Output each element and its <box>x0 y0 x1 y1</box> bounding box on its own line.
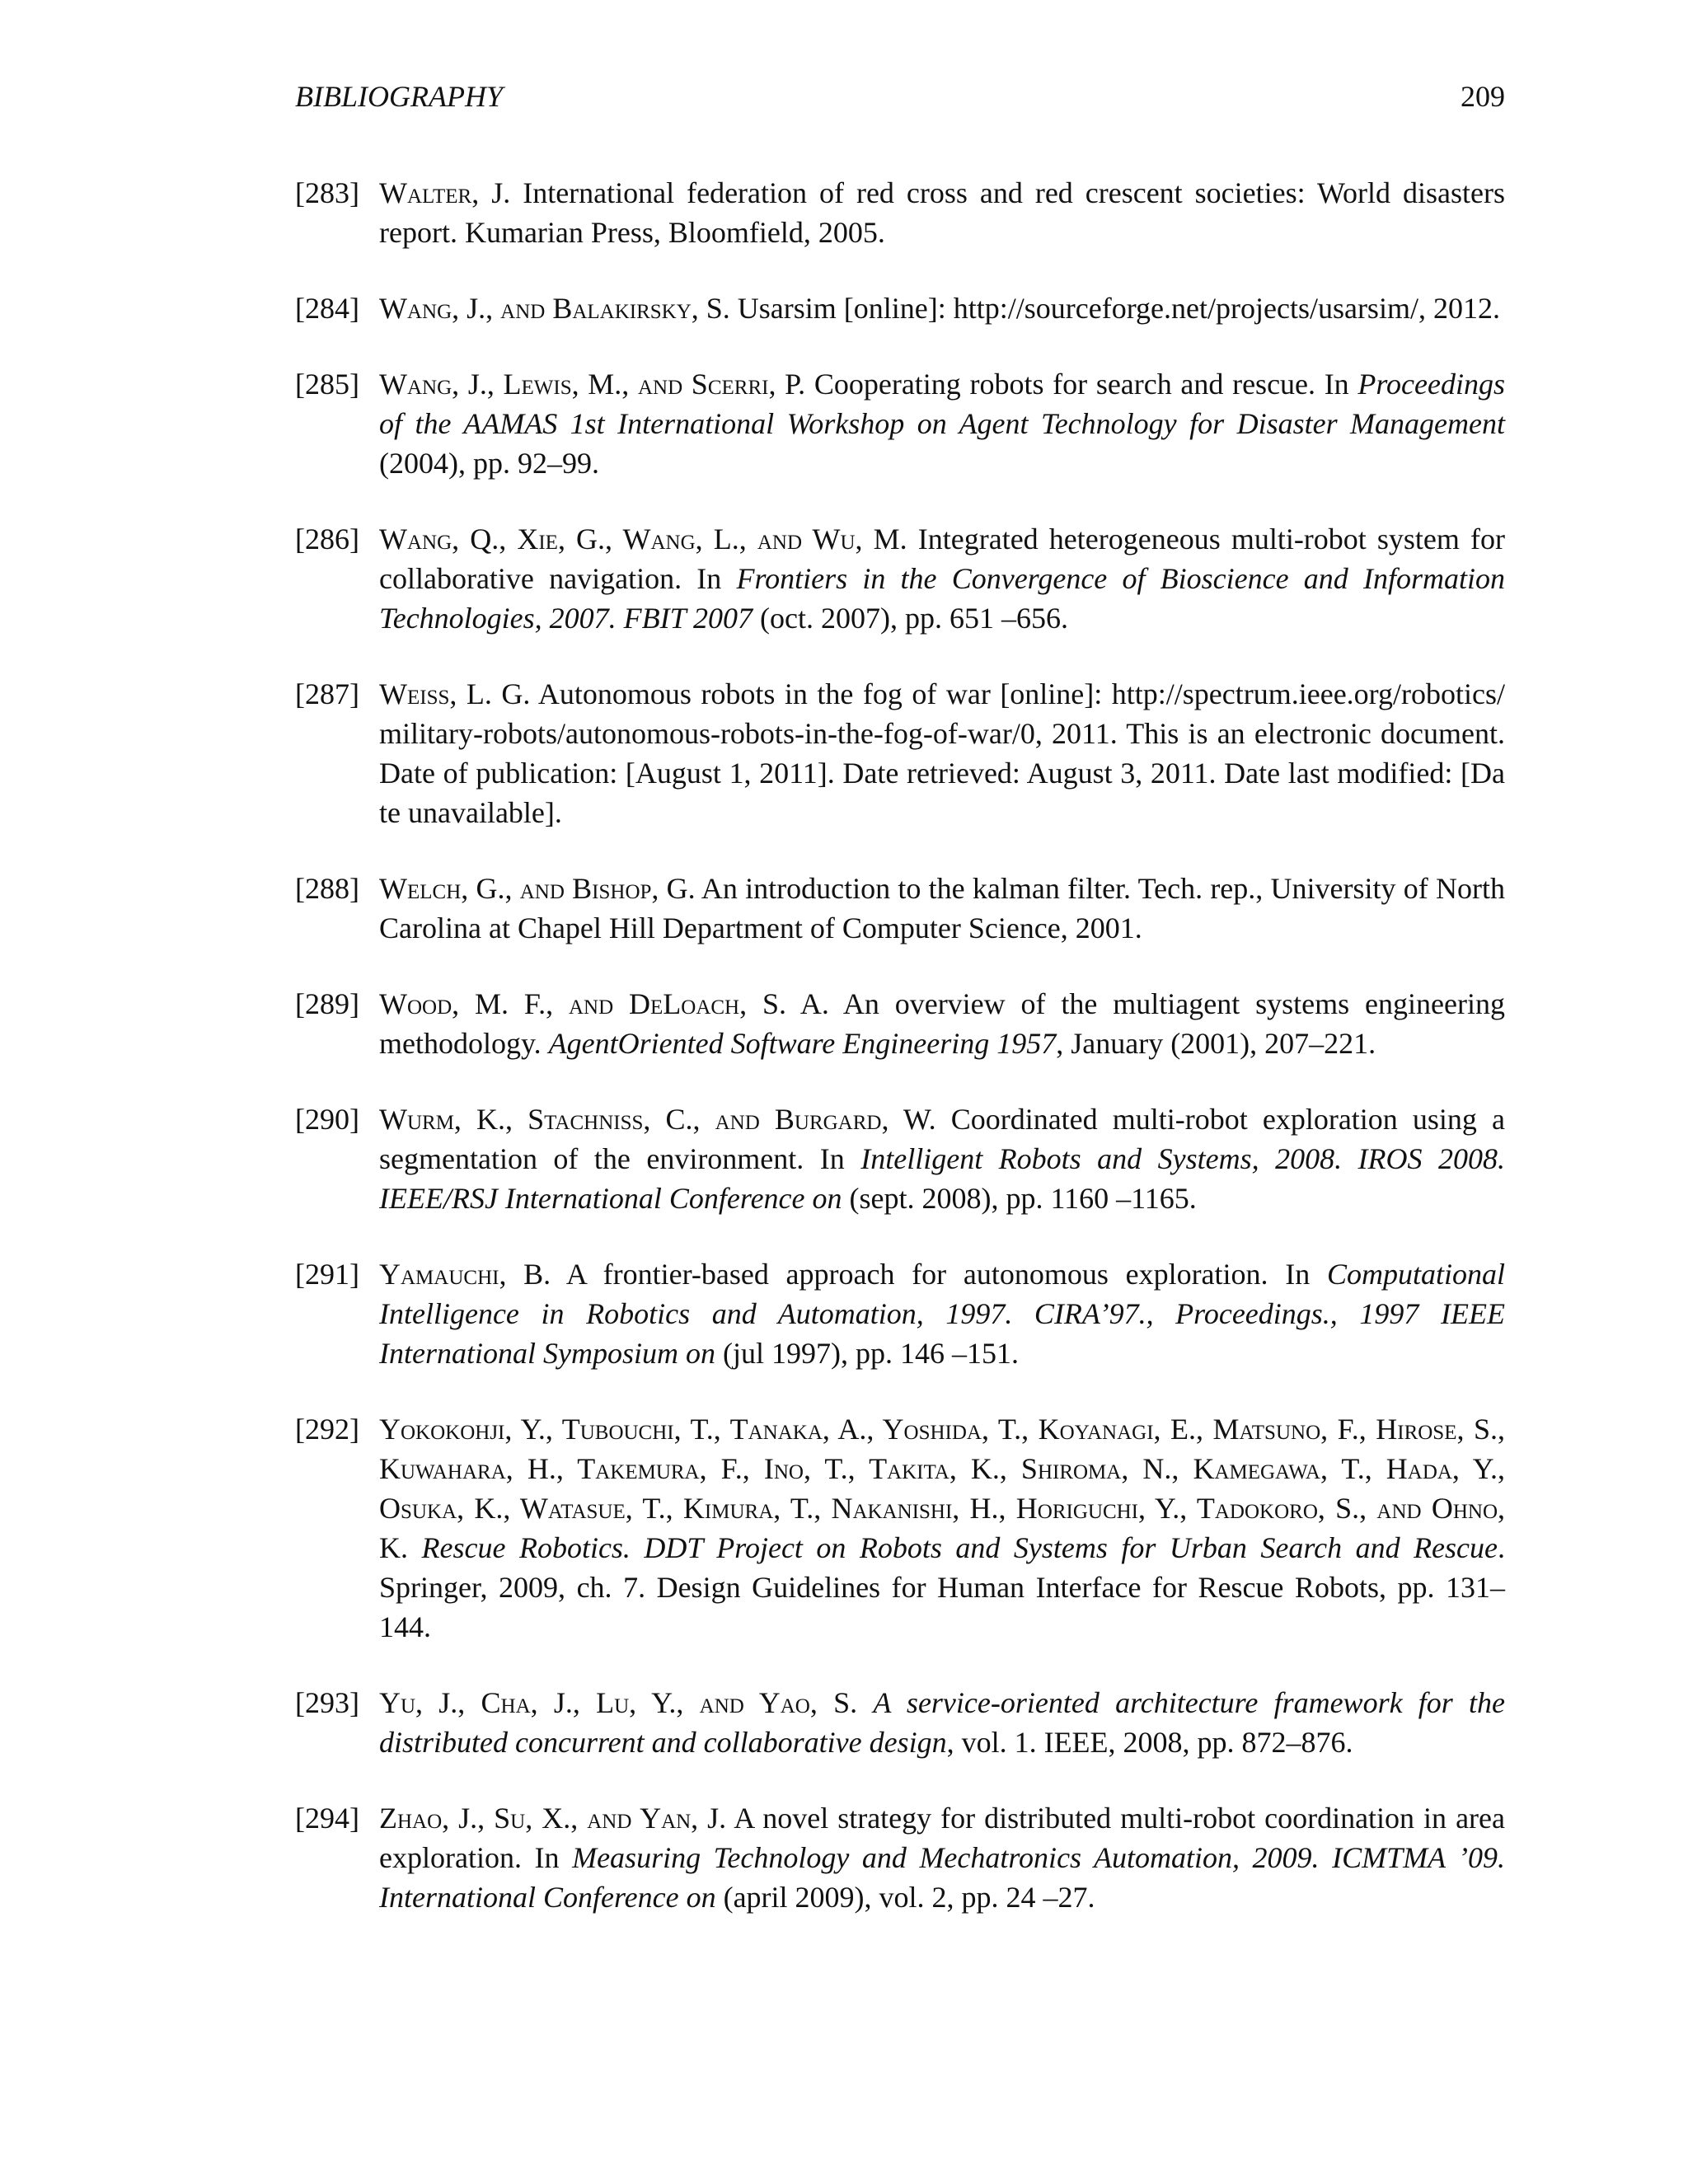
entry-body <box>379 519 1505 638</box>
entry-title: A novel strategy for distributed multi-robot coordination in area exploration. In <box>379 1802 1505 1874</box>
entry-venue: Intelligent Robots and Systems, 2008. IROS 2008. IEEE/RSJ International Conference on <box>379 1142 1505 1215</box>
bibliography-list <box>295 173 1505 1953</box>
entry-text: International federation of red cross and red crescent societies: World disasters report. Kumarian Press, Bloomfield, 2005. <box>379 176 1505 249</box>
entry-venue: Rescue Robotics. DDT Project on Robots and Systems for Urban Search and Rescue <box>421 1531 1498 1564</box>
entry-venue: Computational Intelligence in Robotics and Automation, 1997. CIRA’97., Proceedings., 1997 IEEE International Symposium on <box>379 1258 1505 1370</box>
entry-title: An overview of the multiagent systems engineering methodology. <box>379 987 1505 1060</box>
bibliography-entry-286 <box>295 519 1505 638</box>
entry-text: An introduction to the kalman filter. Tech. rep., University of North Carolina at Chapel Hill Department of Computer Science, 2001. <box>379 872 1505 944</box>
entry-body <box>379 1254 1505 1373</box>
entry-body <box>379 173 1505 252</box>
entry-title: Cooperating robots for search and rescue. In <box>814 368 1349 401</box>
bibliography-entry-288 <box>295 869 1505 948</box>
entry-body <box>379 1798 1505 1917</box>
entry-authors: Zhao, J., Su, X., and Yan, J. <box>379 1802 727 1835</box>
entry-title: A frontier-based approach for autonomous exploration. In <box>565 1258 1311 1291</box>
entry-title: Integrated heterogeneous multi-robot system for collaborative navigation. In <box>379 523 1505 595</box>
bibliography-entry-291 <box>295 1254 1505 1373</box>
entry-details: (jul 1997), pp. 146 –151. <box>722 1337 1019 1370</box>
entry-authors: Walter, J. <box>379 176 511 209</box>
entry-authors: Yu, J., Cha, J., Lu, Y., and Yao, S. <box>379 1686 858 1719</box>
bibliography-entry-287 <box>295 674 1505 832</box>
entry-authors: Wurm, K., Stachniss, C., and Burgard, W. <box>379 1103 936 1136</box>
bibliography-entry-283 <box>295 173 1505 252</box>
entry-venue: Measuring Technology and Mechatronics Automation, 2009. ICMTMA ’09. International Conference on <box>379 1841 1505 1914</box>
entry-authors: Weiss, L. G. <box>379 677 531 710</box>
bibliography-entry-294 <box>295 1798 1505 1917</box>
entry-body <box>379 364 1505 483</box>
entry-details: (sept. 2008), pp. 1160 –1165. <box>849 1182 1197 1215</box>
entry-number: [291] <box>295 1258 359 1291</box>
bibliography-entry-285 <box>295 364 1505 483</box>
entry-venue: Proceedings of the AAMAS 1st International Workshop on Agent Technology for Disaster Management <box>379 368 1505 440</box>
bibliography-entry-284 <box>295 288 1505 328</box>
entry-text: Usarsim [online]: http://sourceforge.net/projects/usarsim/, 2012. <box>737 292 1500 325</box>
entry-authors: Wang, Q., Xie, G., Wang, L., and Wu, M. <box>379 523 907 555</box>
bibliography-entry-293 <box>295 1683 1505 1762</box>
entry-number: [285] <box>295 368 359 401</box>
entry-details: (2004), pp. 92–99. <box>379 447 599 480</box>
entry-body <box>379 984 1505 1063</box>
entry-body <box>379 1409 1505 1647</box>
entry-body <box>379 674 1505 832</box>
entry-body <box>379 288 1505 328</box>
entry-number: [292] <box>295 1413 359 1446</box>
entry-authors: Wang, J., and Balakirsky, S. <box>379 292 730 325</box>
entry-details: , vol. 1. IEEE, 2008, pp. 872–876. <box>946 1726 1353 1759</box>
entry-details: (april 2009), vol. 2, pp. 24 –27. <box>723 1881 1095 1914</box>
entry-number: [294] <box>295 1802 359 1835</box>
entry-body <box>379 1683 1505 1762</box>
entry-number: [284] <box>295 292 359 325</box>
bibliography-entry-289 <box>295 984 1505 1063</box>
entry-details: , January (2001), 207–221. <box>1056 1027 1376 1060</box>
page-header <box>295 79 1505 125</box>
entry-number: [293] <box>295 1686 359 1719</box>
bibliography-entry-292 <box>295 1409 1505 1647</box>
entry-number: [283] <box>295 176 359 209</box>
entry-text: Autonomous robots in the fog of war [online]: http://spectrum.ieee.org/robotics/military-robots/autonomous-robots-in-the-fog-of-war/0, 2011. This is an electronic document. Date of publication: [August 1, 2011]. Date retrieved: August 3, 2011. Date last modified: [Date unavailable]. <box>379 677 1506 829</box>
running-head: BIBLIOGRAPHY <box>295 80 503 113</box>
entry-authors: Wood, M. F., and DeLoach, S. A. <box>379 987 829 1020</box>
entry-details: (oct. 2007), pp. 651 –656. <box>760 602 1068 635</box>
entry-venue: AgentOriented Software Engineering 1957 <box>548 1027 1057 1060</box>
entry-venue: A service-oriented architecture framework for the distributed concurrent and collaborative design <box>379 1686 1506 1759</box>
entry-number: [288] <box>295 872 359 905</box>
entry-title: Coordinated multi-robot exploration using a segmentation of the environment. In <box>379 1103 1506 1175</box>
entry-number: [290] <box>295 1103 359 1136</box>
entry-authors: Welch, G., and Bishop, G. <box>379 872 696 905</box>
entry-details: . Springer, 2009, ch. 7. Design Guidelines for Human Interface for Rescue Robots, pp. 131–144. <box>379 1531 1506 1643</box>
entry-body <box>379 1099 1505 1218</box>
entry-number: [289] <box>295 987 359 1020</box>
entry-body <box>379 869 1505 948</box>
entry-authors: Yamauchi, B. <box>379 1258 551 1291</box>
bibliography-entry-290 <box>295 1099 1505 1218</box>
entry-authors: Yokokohji, Y., Tubouchi, T., Tanaka, A., Yoshida, T., Koyanagi, E., Matsuno, F., Hirose, S., Kuwahara, H., Takemura, F., Ino, T., Takita, K., Shiroma, N., Kamegawa, T., Hada, Y., Osuka, K., Watasue, T., Kimura, T., Nakanishi, H., Horiguchi, Y., Tadokoro, S., and Ohno, K. <box>379 1413 1505 1564</box>
page-number: 209 <box>1461 80 1505 113</box>
entry-number: [286] <box>295 523 359 555</box>
entry-number: [287] <box>295 677 359 710</box>
entry-authors: Wang, J., Lewis, M., and Scerri, P. <box>379 368 806 401</box>
entry-venue: Frontiers in the Convergence of Bioscience and Information Technologies, 2007. FBIT 2007 <box>379 562 1505 635</box>
